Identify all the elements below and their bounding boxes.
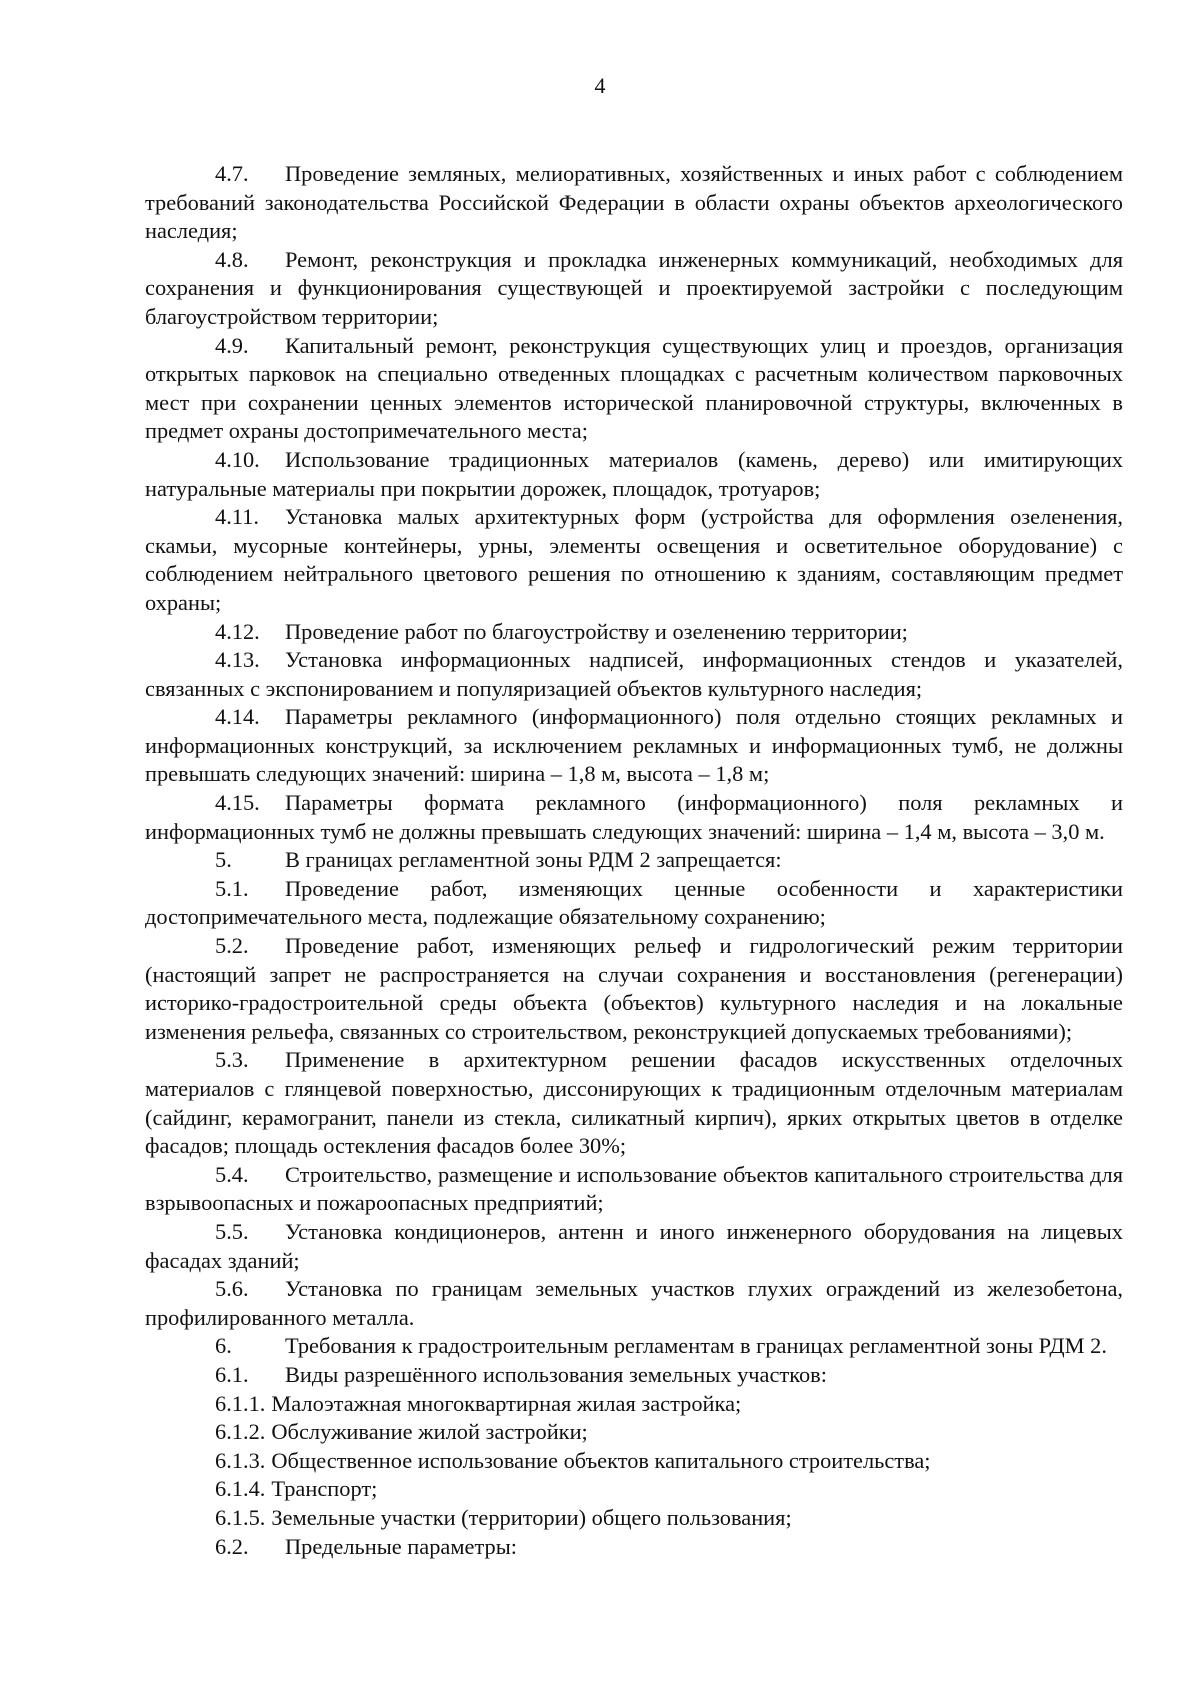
paragraph-5-6 — [145, 1275, 1123, 1332]
clause-text: Земельные участки (территории) общего пользования; — [271, 1504, 792, 1530]
clause-number: 5.4. — [215, 1161, 249, 1187]
clause-number: 6.1. — [215, 1361, 249, 1387]
clause-text: Проведение работ, изменяющих ценные особенности и характеристики достопримечательного места, подлежащие обязательному сохранению; — [145, 875, 1123, 930]
paragraph-5-2 — [145, 932, 1123, 1046]
paragraph-4-7 — [145, 160, 1123, 246]
paragraph-4-15 — [145, 789, 1123, 846]
clause-number: 6.1.4. — [215, 1476, 266, 1502]
clause-text: Проведение земляных, мелиоративных, хозяйственных и иных работ с соблюдением требований законодательства Российской Федерации в области охраны объектов археологического наследия; — [145, 161, 1123, 244]
paragraph-4-13 — [145, 646, 1123, 703]
clause-text: Применение в архитектурном решении фасадов искусственных отделочных материалов с глянцевой поверхностью, диссонирующих к традиционным отделочным материалам (сайдинг, керамогранит, панели из стекла, силикатный кирпич), ярких открытых цветов в отделке фасадов; площадь остекления фасадов более 30%; — [145, 1047, 1123, 1159]
paragraph-6-1-4 — [145, 1475, 1123, 1504]
clause-number: 6.1.3. — [215, 1447, 266, 1473]
clause-text: Использование традиционных материалов (камень, дерево) или имитирующих натуральные материалы при покрытии дорожек, площадок, тротуаров; — [145, 446, 1123, 501]
paragraph-5-1 — [145, 875, 1123, 932]
clause-text: Проведение работ, изменяющих рельеф и гидрологический режим территории (настоящий запрет не распространяется на случаи сохранения и восстановления (регенерации) историко-градостроительной среды объекта (объектов) культурного наследия и на локальные изменения рельефа, связанных со строительством, реконструкцией допускаемых требованиями); — [145, 933, 1123, 1044]
clause-text: Установка информационных надписей, информационных стендов и указателей, связанных с экспонированием и популяризацией объектов культурного наследия; — [145, 647, 1123, 701]
clause-number: 6. — [215, 1333, 232, 1359]
clause-number: 5.3. — [215, 1047, 249, 1073]
clause-text: В границах регламентной зоны РДМ 2 запрещается: — [285, 847, 782, 873]
clause-text: Ремонт, реконструкция и прокладка инженерных коммуникаций, необходимых для сохранения и функционирования существующей и проектируемой застройки с последующим благоустройством территории; — [145, 246, 1123, 329]
paragraph-5-4 — [145, 1161, 1123, 1218]
clause-number: 4.9. — [215, 332, 249, 358]
clause-number: 5.1. — [215, 875, 249, 901]
clause-number: 5.2. — [215, 933, 249, 959]
paragraph-4-12 — [145, 618, 1123, 647]
clause-text: Требования к градостроительным регламентам в границах регламентной зоны РДМ 2. — [285, 1333, 1107, 1359]
clause-text: Предельные параметры: — [285, 1533, 517, 1559]
clause-number: 6.1.2. — [215, 1419, 266, 1445]
clause-text: Параметры формата рекламного (информационного) поля рекламных и информационных тумб не должны превышать следующих значений: ширина – 1,4 м, высота – 3,0 м. — [145, 790, 1123, 844]
clause-text: Малоэтажная многоквартирная жилая застройка; — [271, 1390, 742, 1416]
paragraph-6-1-5 — [145, 1504, 1123, 1533]
paragraph-5 — [145, 846, 1123, 875]
clause-text: Общественное использование объектов капитального строительства; — [271, 1447, 931, 1473]
clause-number: 5.5. — [215, 1218, 249, 1244]
paragraph-6-1-1 — [145, 1390, 1123, 1419]
clause-text: Строительство, размещение и использование объектов капитального строительства для взрывоопасных и пожароопасных предприятий; — [145, 1161, 1123, 1216]
clause-text: Обслуживание жилой застройки; — [271, 1419, 588, 1445]
clause-number: 5. — [215, 847, 232, 873]
clause-number: 4.12. — [215, 618, 260, 644]
paragraph-4-8 — [145, 246, 1123, 332]
clause-number: 4.15. — [215, 790, 260, 816]
clause-text: Проведение работ по благоустройству и озеленению территории; — [285, 618, 908, 644]
clause-text: Капитальный ремонт, реконструкция существующих улиц и проездов, организация открытых парковок на специально отведенных площадках с расчетным количеством парковочных мест при сохранении ценных элементов исторической планировочной структуры, включенных в предмет охраны достопримечательного места; — [145, 332, 1123, 444]
page-number: 4 — [594, 73, 606, 98]
clause-text: Установка малых архитектурных форм (устройства для оформления озеленения, скамьи, мусорные контейнеры, урны, элементы освещения и осветительное оборудование) с соблюдением нейтрального цветового решения по отношению к зданиям, составляющим предмет охраны; — [145, 504, 1123, 615]
clause-number: 4.7. — [215, 161, 249, 186]
clause-number: 5.6. — [215, 1276, 249, 1302]
paragraph-5-5 — [145, 1218, 1123, 1275]
paragraph-4-11 — [145, 503, 1123, 617]
clause-number: 4.13. — [215, 647, 260, 673]
clause-text: Транспорт; — [271, 1476, 378, 1502]
clause-number: 4.10. — [215, 446, 260, 472]
paragraph-6 — [145, 1332, 1123, 1361]
clause-text: Установка по границам земельных участков глухих ограждений из железобетона, профилированного металла. — [145, 1276, 1123, 1330]
clause-number: 6.1.1. — [215, 1390, 266, 1416]
paragraph-6-1-3 — [145, 1447, 1123, 1476]
clause-number: 4.14. — [215, 704, 260, 730]
paragraph-4-9 — [145, 332, 1123, 446]
clause-text: Виды разрешённого использования земельных участков: — [285, 1361, 827, 1387]
clause-text: Параметры рекламного (информационного) поля отдельно стоящих рекламных и информационных конструкций, за исключением рекламных и информационных тумб, не должны превышать следующих значений: ширина – 1,8 м, высота – 1,8 м; — [145, 704, 1123, 787]
paragraph-5-3 — [145, 1046, 1123, 1160]
paragraph-4-14 — [145, 703, 1123, 789]
paragraph-6-1-2 — [145, 1418, 1123, 1447]
paragraph-6-1 — [145, 1361, 1123, 1390]
paragraph-6-2 — [145, 1533, 1123, 1562]
clause-number: 6.2. — [215, 1533, 249, 1559]
clause-number: 4.8. — [215, 246, 249, 272]
clause-text: Установка кондиционеров, антенн и иного инженерного оборудования на лицевых фасадах зданий; — [145, 1218, 1123, 1273]
clause-number: 4.11. — [215, 504, 259, 530]
document-body — [145, 160, 1123, 1561]
paragraph-4-10 — [145, 446, 1123, 503]
clause-number: 6.1.5. — [215, 1504, 266, 1530]
